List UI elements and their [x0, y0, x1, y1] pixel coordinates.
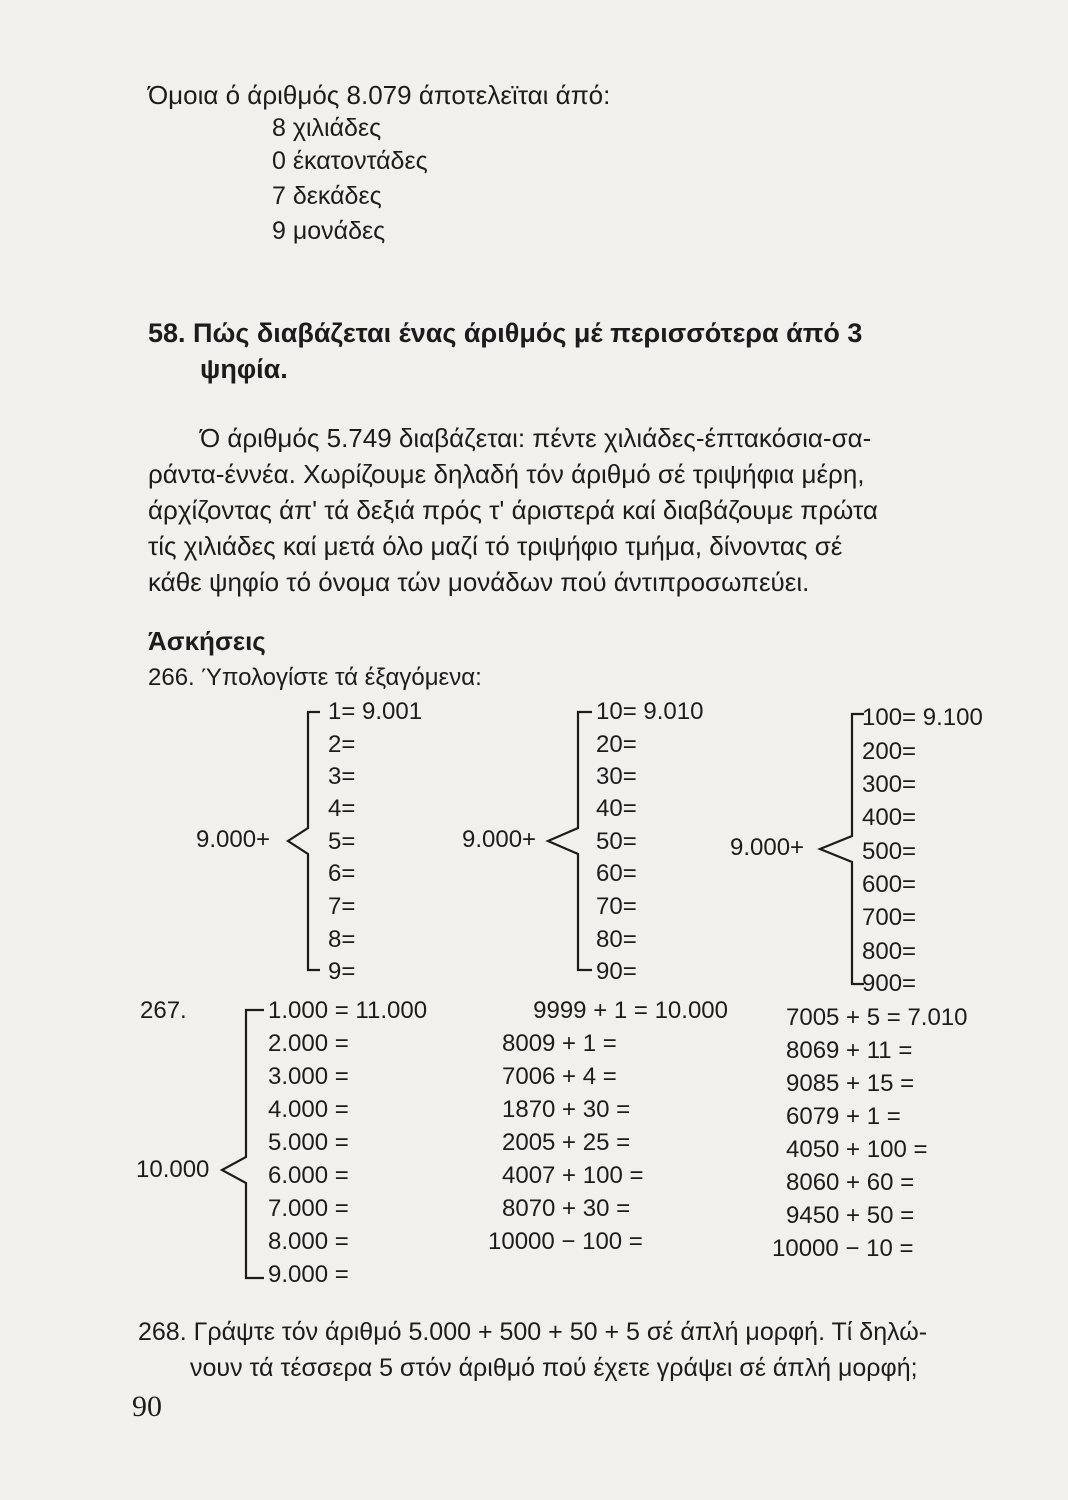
exercise-item: 9085 + 15 = [786, 1070, 915, 1097]
exercise-item: 100= 9.100 [862, 704, 983, 731]
section-58-heading-line2: ψηφία. [200, 354, 288, 384]
section-58-para-line: ράντα-έννέα. Χωρίζουμε δηλαδή τόν άριθμό σέ τριψήφια μέρη, [148, 459, 865, 489]
section-58-heading-line1: 58. Πώς διαβάζεται ένας άριθμός μέ περισσότερα άπό 3 [148, 318, 863, 348]
exercise-item: 7= [328, 893, 356, 920]
exercise-item: 1.000 = 11.000 [268, 997, 428, 1024]
exercises-title: Άσκήσεις [148, 626, 266, 656]
exercise-item: 8.000 = [268, 1228, 349, 1255]
exercise-item: 500= [862, 838, 917, 865]
page-number: 90 [132, 1390, 162, 1423]
exercise-item: 300= [862, 771, 917, 798]
exercise-item: 5.000 = [268, 1129, 349, 1156]
exercise-item: 8= [328, 926, 356, 953]
exercise-266-group-3-base: 9.000+ [730, 834, 805, 861]
exercise-item: 4= [328, 795, 356, 822]
section-58-para-line: τίς χιλιάδες καί μετά όλο μαζί τό τριψήφιο τμήμα, δίνοντας σέ [148, 531, 843, 561]
exercise-266-group-2-base: 9.000+ [462, 826, 537, 853]
exercise-item: 9450 + 50 = [786, 1202, 915, 1229]
exercise-item: 8060 + 60 = [786, 1169, 915, 1196]
exercise-item: 1870 + 30 = [502, 1096, 631, 1123]
exercise-item: 9= [328, 958, 356, 985]
exercise-item: 8070 + 30 = [502, 1195, 631, 1222]
exercise-item: 6= [328, 860, 356, 887]
exercise-item: 90= [596, 958, 637, 985]
exercise-item: 7005 + 5 = 7.010 [786, 1004, 968, 1031]
exercise-item: 60= [596, 860, 637, 887]
exercise-item: 200= [862, 738, 917, 765]
exercise-item: 2= [328, 731, 356, 758]
intro-line: Όμοια ό άριθμός 8.079 άποτελεϊται άπό: [148, 80, 611, 110]
exercise-266-label: 266. Ύπολογίστε τά έξαγόμενα: [148, 664, 482, 691]
intro-part-thousands: 8 χιλιάδες [272, 114, 382, 142]
exercise-item: 9.000 = [268, 1261, 349, 1288]
exercise-item: 900= [862, 970, 917, 997]
exercise-item: 10= 9.010 [596, 698, 704, 725]
exercise-item: 6.000 = [268, 1162, 349, 1189]
exercise-item: 40= [596, 795, 637, 822]
exercise-item: 7006 + 4 = [502, 1063, 617, 1090]
section-58-para-line: άρχίζοντας άπ' τά δεξιά πρός τ' άριστερά καί διαβάζουμε πρώτα [148, 495, 878, 525]
exercise-item: 20= [596, 731, 637, 758]
exercise-268-line1: 268. Γράψτε τόν άριθμό 5.000 + 500 + 50 + 5 σέ άπλή μορφή. Τί δηλώ- [138, 1318, 928, 1346]
exercise-267-base: 10.000 [136, 1156, 210, 1183]
exercise-item: 80= [596, 926, 637, 953]
exercise-item: 2005 + 25 = [502, 1129, 631, 1156]
exercise-item: 800= [862, 938, 917, 965]
exercise-266-group-1-base: 9.000+ [196, 826, 271, 853]
exercise-item: 30= [596, 763, 637, 790]
brace-266-group-1 [280, 700, 330, 980]
brace-266-group-2 [540, 700, 600, 980]
exercise-item: 4050 + 100 = [786, 1136, 928, 1163]
section-58-para-line: κάθε ψηφίο τό όνομα τών μονάδων πού άντιπροσωπεύει. [148, 567, 810, 597]
brace-267 [212, 996, 272, 1291]
exercise-item: 1= 9.001 [328, 698, 423, 725]
exercise-item: 400= [862, 804, 917, 831]
exercise-item: 4007 + 100 = [502, 1162, 644, 1189]
exercise-item: 4.000 = [268, 1096, 349, 1123]
intro-part-units: 9 μονάδες [272, 217, 386, 245]
exercise-268-line2: νουν τά τέσσερα 5 στόν άριθμό πού έχετε γράψει σέ άπλή μορφή; [190, 1354, 918, 1382]
exercise-item: 2.000 = [268, 1030, 349, 1057]
exercise-item: 8069 + 11 = [786, 1037, 913, 1064]
section-58-para-line: Ό άριθμός 5.749 διαβάζεται: πέντε χιλιάδες-έπτακόσια-σα- [200, 423, 872, 453]
intro-part-tens: 7 δεκάδες [272, 182, 382, 210]
exercise-item: 9999 + 1 = 10.000 [533, 997, 728, 1024]
exercise-item: 10000 − 10 = [772, 1235, 914, 1262]
exercise-item: 700= [862, 904, 917, 931]
exercise-item: 5= [328, 828, 356, 855]
exercise-item: 50= [596, 828, 637, 855]
intro-part-hundreds: 0 έκατοντάδες [272, 147, 428, 175]
exercise-item: 3.000 = [268, 1063, 349, 1090]
exercise-item: 8009 + 1 = [502, 1030, 617, 1057]
exercise-item: 10000 − 100 = [488, 1228, 643, 1255]
exercise-item: 6079 + 1 = [786, 1103, 901, 1130]
exercise-item: 3= [328, 763, 356, 790]
exercise-item: 70= [596, 893, 637, 920]
exercise-267-label: 267. [140, 997, 187, 1024]
exercise-item: 600= [862, 871, 917, 898]
exercise-item: 7.000 = [268, 1195, 349, 1222]
